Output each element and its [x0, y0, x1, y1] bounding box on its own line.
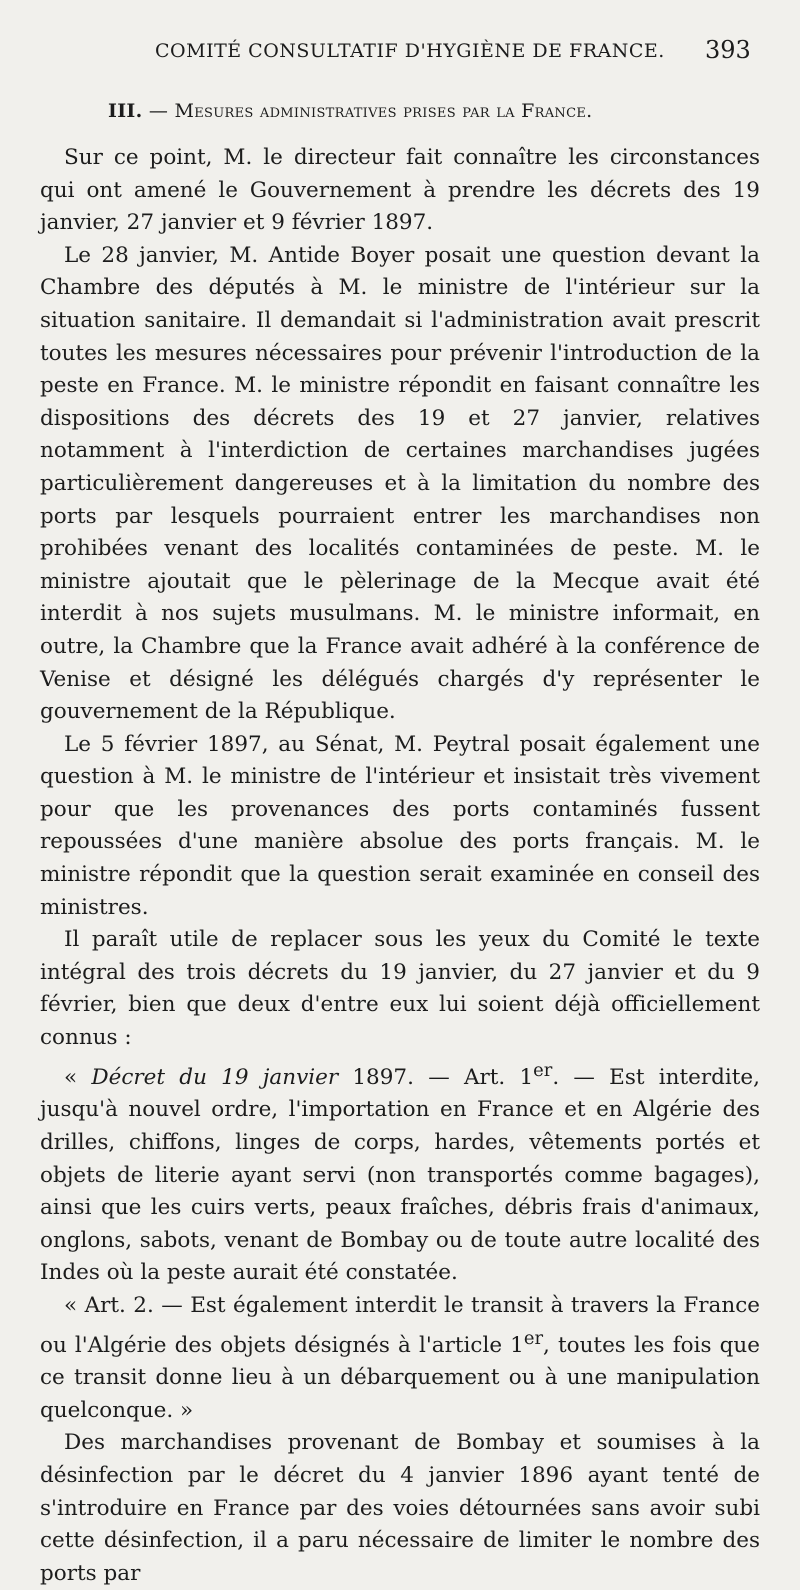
section-heading	[108, 100, 593, 122]
section-title: Mesures administratives prises par la France.	[174, 100, 593, 122]
body-text	[40, 142, 760, 1590]
decree-year: 1897.	[338, 1064, 414, 1090]
running-head-title: COMITÉ CONSULTATIF D'HYGIÈNE DE FRANCE.	[155, 40, 665, 62]
page-number: 393	[705, 36, 751, 64]
decree-article-sup: er	[533, 1059, 553, 1081]
section-number: III.	[108, 100, 143, 122]
article-2-text-a: « Art. 2. — Est également interdit le transit à travers la France ou l'Algérie des objets désignés à l'article 1	[40, 1292, 760, 1358]
decree-paragraph	[40, 1055, 760, 1290]
article-2-paragraph	[40, 1290, 760, 1428]
final-paragraph: Des marchandises provenant de Bombay et soumises à la désinfection par le décret du 4 janvier 1896 ayant tenté de s'introduire en France par des voies détournées sans avoir subi cette désinfection, il a paru nécessaire de limiter le nombre des ports par	[40, 1430, 760, 1586]
paragraph-1: Sur ce point, M. le directeur fait connaître les circonstances qui ont amené le Gouvernement à prendre les décrets des 19 janvier, 27 janvier et 9 février 1897.	[40, 145, 760, 236]
decree-open-quote: «	[64, 1064, 92, 1090]
paragraph-2: Le 28 janvier, M. Antide Boyer posait une question devant la Chambre des députés à M. le ministre de l'intérieur sur la situation sanitaire. Il demandait si l'administration avait prescrit toutes les mesures nécessaires pour prévenir l'introduction de la peste en France. M. le ministre répondit en faisant connaître les dispositions des décrets des 19 et 27 janvier, relatives notamment à l'interdiction de certaines marchandises jugées particulièrement dangereuses et à la limitation du nombre des ports par lesquels pourraient entrer les marchandises non prohibées venant des localités contaminées de peste. M. le ministre ajoutait que le pèlerinage de la Mecque avait été interdit à nos sujets musulmans. M. le ministre informait, en outre, la Chambre que la France avait adhéré à la conférence de Venise et désigné les délégués chargés d'y représenter le gouvernement de la République.	[40, 242, 760, 725]
article-2-text-b: , toutes les fois que ce transit donne lieu à un débarquement ou à une manipulation quelconque. »	[40, 1332, 760, 1423]
paragraph-4: Il paraît utile de replacer sous les yeux du Comité le texte intégral des trois décrets du 19 janvier, du 27 janvier et du 9 février, bien que deux d'entre eux lui soient déjà officiellement connus :	[40, 927, 760, 1051]
paragraph-3: Le 5 février 1897, au Sénat, M. Peytral posait également une question à M. le ministre de l'intérieur et insistait très vivement pour que les provenances des ports contaminés fussent repoussées d'une manière absolue des ports français. M. le ministre répondit que la question serait examinée en conseil des ministres.	[40, 731, 760, 920]
article-2-sup: er	[523, 1327, 544, 1349]
decree-article-label: — Art. 1	[413, 1064, 534, 1090]
section-dash: —	[142, 100, 175, 122]
running-head	[0, 36, 800, 70]
decree-title: Décret du 19 janvier	[91, 1064, 339, 1090]
decree-text: . — Est interdite, jusqu'à nouvel ordre, l'importation en France et en Algérie des drilles, chiffons, linges de corps, hardes, vêtements portés et objets de literie ayant servi (non transportés comme bagages), ainsi que les cuirs verts, peaux fraîches, débris frais d'animaux, onglons, sabots, venant de Bombay ou de toute autre localité des Indes où la peste aurait été constatée.	[40, 1064, 760, 1286]
